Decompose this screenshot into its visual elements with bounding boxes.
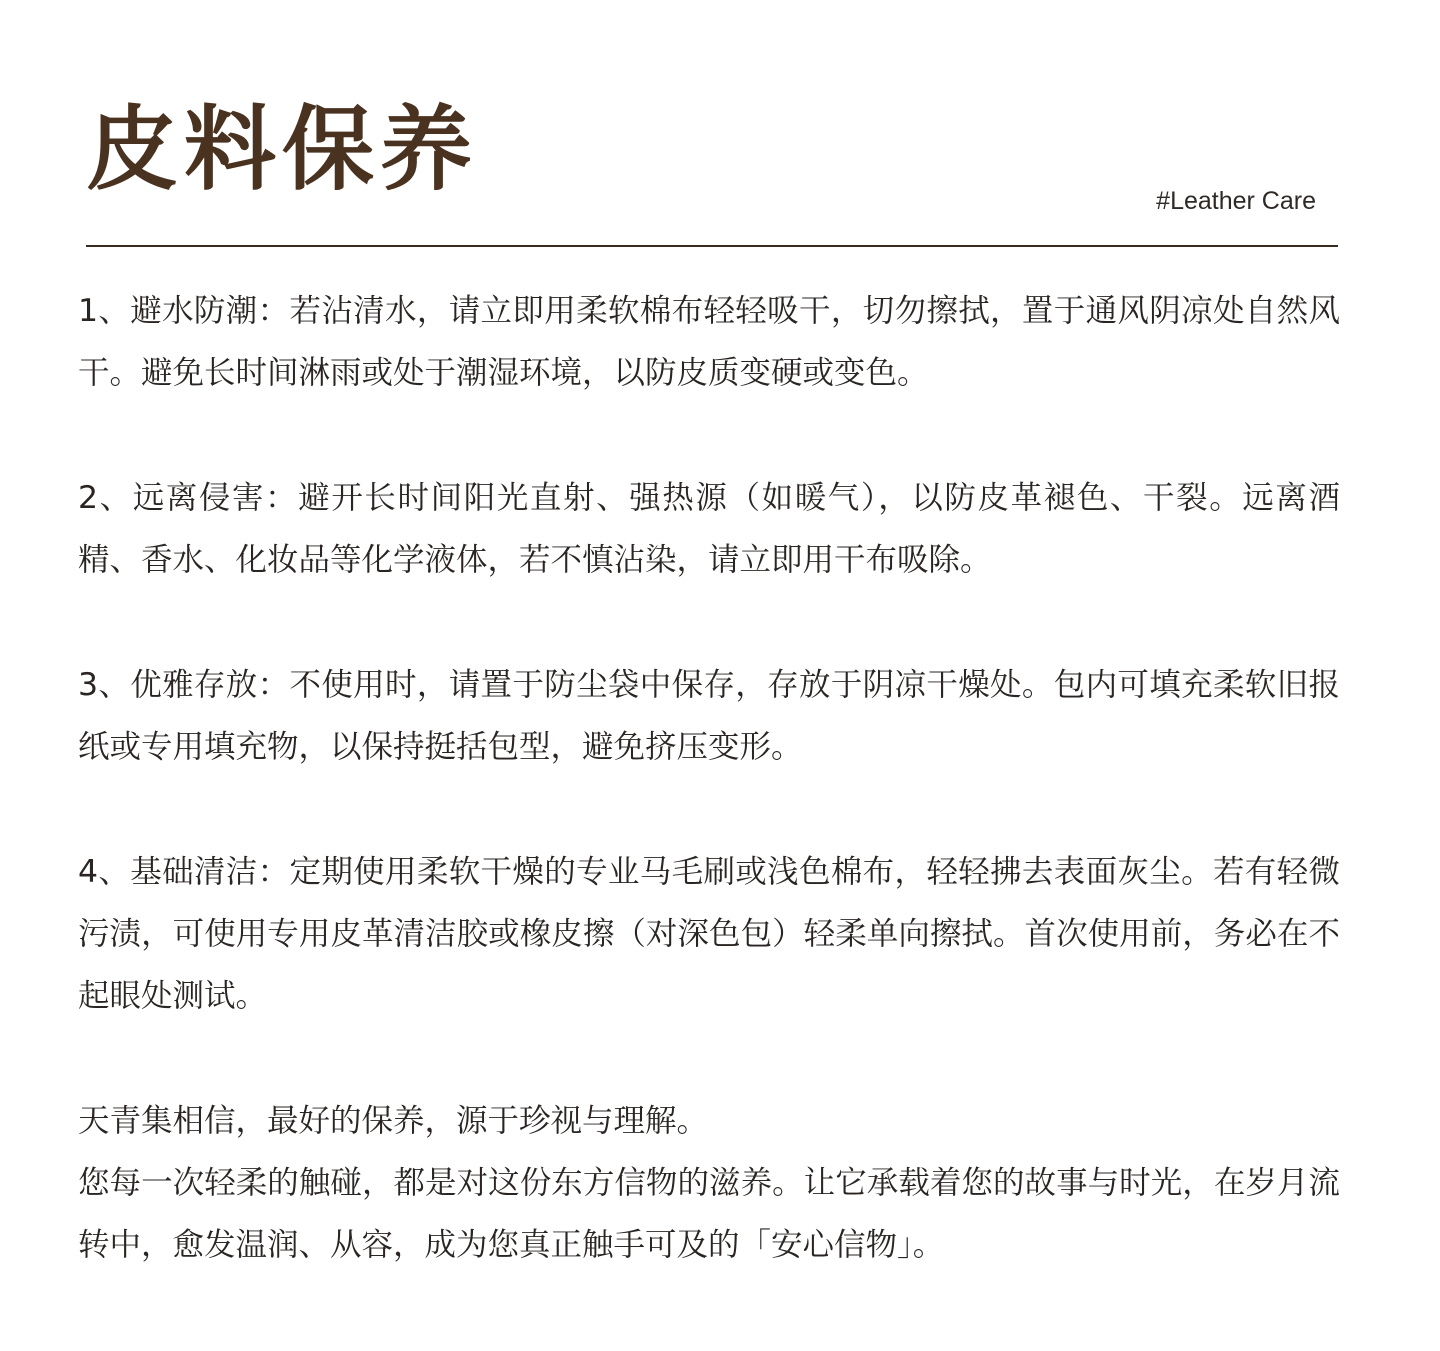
care-item-protection xyxy=(78,467,1340,591)
care-item-text: 定期使用柔软干燥的专业马毛刷或浅色棉布，轻轻拂去表面灰尘。若有轻微污渍，可使用专用皮革清洁胶或橡皮擦（对深色包）轻柔单向擦拭。首次使用前，务必在不起眼处测试。 xyxy=(78,854,1340,1014)
care-item-storage xyxy=(78,654,1340,778)
header-divider xyxy=(86,245,1338,247)
closing-line-1: 天青集相信，最好的保养，源于珍视与理解。 xyxy=(78,1103,709,1139)
care-item-heading: 3、优雅存放： xyxy=(78,667,290,703)
page-header xyxy=(86,96,1338,248)
care-item-water xyxy=(78,280,1340,404)
care-instructions xyxy=(78,280,1340,1276)
closing-statement xyxy=(78,1090,1340,1276)
care-item-heading: 1、避水防潮： xyxy=(78,293,290,329)
care-item-heading: 2、远离侵害： xyxy=(78,480,299,516)
care-item-text: 不使用时，请置于防尘袋中保存，存放于阴凉干燥处。包内可填充柔软旧报纸或专用填充物，以保持挺括包型，避免挤压变形。 xyxy=(78,667,1340,765)
page-subtitle: #Leather Care xyxy=(1156,187,1316,215)
care-item-heading: 4、基础清洁： xyxy=(78,854,290,890)
care-item-cleaning xyxy=(78,841,1340,1027)
page-title: 皮料保养 xyxy=(86,96,479,203)
care-item-text: 避开长时间阳光直射、强热源（如暖气），以防皮革褪色、干裂。远离酒精、香水、化妆品等化学液体，若不慎沾染，请立即用干布吸除。 xyxy=(78,480,1340,578)
care-item-text: 若沾清水，请立即用柔软棉布轻轻吸干，切勿擦拭，置于通风阴凉处自然风干。避免长时间淋雨或处于潮湿环境，以防皮质变硬或变色。 xyxy=(78,293,1340,391)
closing-line-2: 您每一次轻柔的触碰，都是对这份东方信物的滋养。让它承载着您的故事与时光，在岁月流转中，愈发温润、从容，成为您真正触手可及的「安心信物」。 xyxy=(78,1165,1340,1263)
